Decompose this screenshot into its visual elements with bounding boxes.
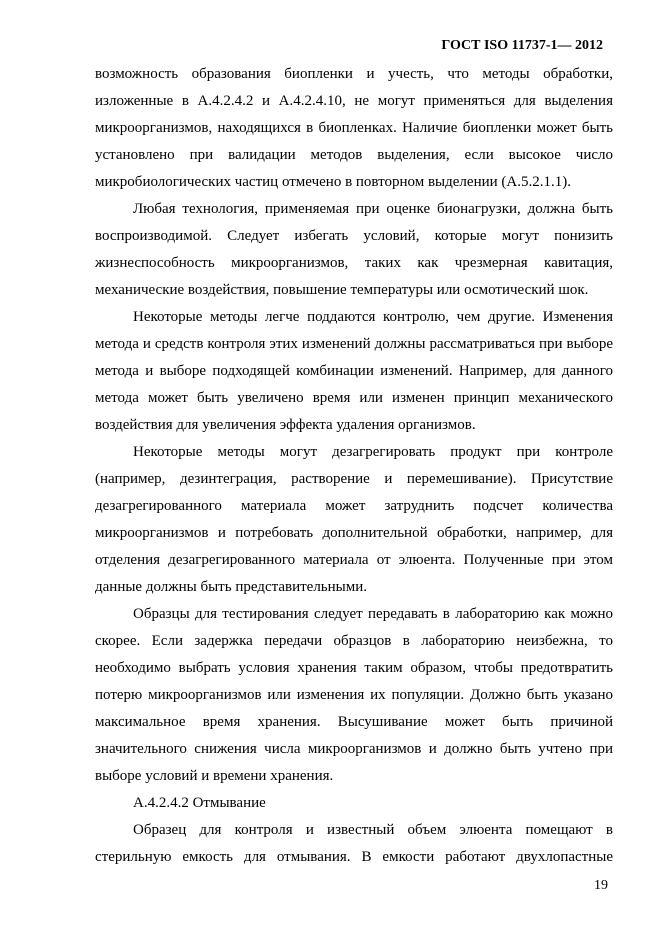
paragraph-washing: Образец для контроля и известный объем элюента помещают в стерильную емкость для отмывания. В емкости работают двухлопастные [95, 822, 613, 865]
page-number: 19 [594, 878, 608, 893]
section-heading-washing: А.4.2.4.2 Отмывание [133, 795, 266, 811]
document-header: ГОСТ ISO 11737-1— 2012 [441, 38, 603, 53]
paragraph-biofilm: возможность образования биопленки и учесть, что методы обработки, изложенные в А.4.2.4.2 и А.4.2.4.10, не могут применяться для выделения микроорганизмов, находящихся в биопленках. Наличие биопленки может быть установлено при валидации методов выделения, если высокое число микробиологических частиц отмечено в повторном выделении (А.5.2.1.1). [95, 66, 613, 190]
paragraph-sample-transfer: Образцы для тестирования следует передавать в лабораторию как можно скорее. Если задержка передачи образцов в лабораторию неизбежна, то необходимо выбрать условия хранения таким образом, чтобы предотвратить потерю микроорганизмов или изменения их популяции. Должно быть указано максимальное время хранения. Высушивание может быть причиной значительного снижения числа микроорганизмов и должно быть учтено при выборе условий и времени хранения. [95, 606, 613, 784]
paragraph-technology: Любая технология, применяемая при оценке бионагрузки, должна быть воспроизводимой. Следует избегать условий, которые могут понизить жизнеспособность микроорганизмов, таких как чрезмерная кавитация, механические воздействия, повышение температуры или осмотический шок. [95, 201, 613, 298]
page-body [95, 61, 613, 871]
paragraph-disaggregation: Некоторые методы могут дезагрегировать продукт при контроле (например, дезинтеграция, растворение и перемешивание). Присутствие дезагрегированного материала может затруднить подсчет количества микроорганизмов и потребовать дополнительной обработки, например, для отделения дезагрегированного материала от элюента. Полученные при этом данные должны быть представительными. [95, 444, 613, 595]
paragraph-control-methods: Некоторые методы легче поддаются контролю, чем другие. Изменения метода и средств контроля этих изменений должны рассматриваться при выборе метода и выборе подходящей комбинации изменений. Например, для данного метода может быть увеличено время или изменен принцип механического воздействия для увеличения эффекта удаления организмов. [95, 309, 613, 433]
